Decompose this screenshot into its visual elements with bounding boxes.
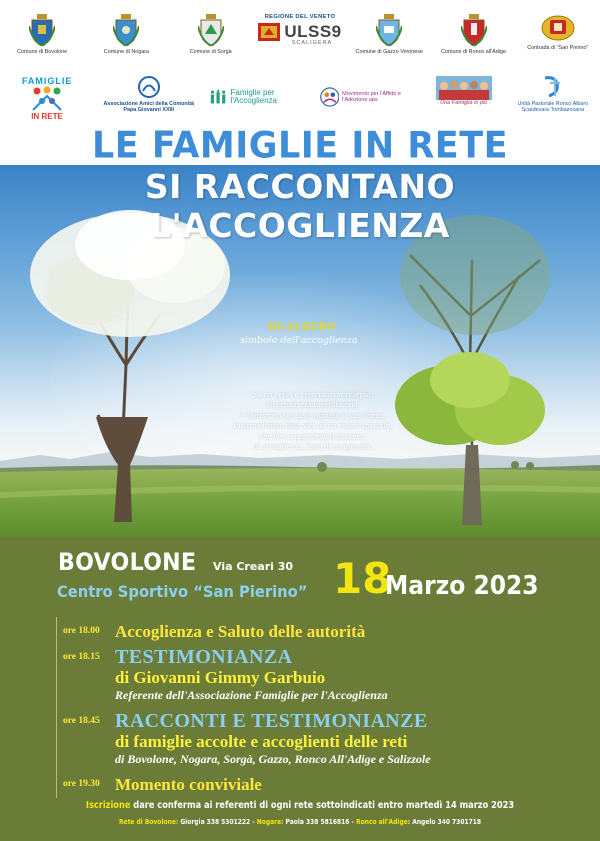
event-city: BOVOLONE — [58, 548, 197, 576]
crest-icon — [198, 14, 224, 46]
contact-place: Rete di Bovolone: — [118, 818, 179, 826]
schedule-title: RACCONTI E TESTIMONIANZE — [115, 710, 428, 732]
logo-caption: Unità Pastorale Ronco Albaro Scardevara Tombazosana — [517, 101, 589, 114]
contact-place: Nogara: — [256, 818, 284, 826]
logo-caption: Comune di Bovolone — [17, 49, 68, 55]
schedule-subtitle: di famiglie accolte e accoglienti delle reti — [115, 732, 408, 751]
sponsor-row-municipalities — [0, 14, 600, 70]
poem-line: e fioriscono per dare ognuno il suo frutto. — [240, 409, 385, 420]
famiglie-logo-title: FAMIGLIE — [21, 76, 73, 86]
crest-icon — [461, 14, 487, 46]
poem-line: In primavera inverdiscono — [267, 399, 358, 410]
bi-albero-subtitle: simbolo dell'accoglienza — [240, 335, 358, 346]
event-month-year: Marzo 2023 — [385, 571, 539, 601]
sponsor-header — [0, 0, 600, 135]
event-schedule — [56, 617, 556, 798]
logo-caption: Comune di Nogara — [103, 49, 150, 55]
una-famiglia-text: Una Famiglia in più — [440, 100, 488, 106]
registration-text: dare conferma ai referenti di ogni rete sottoindicati entro — [130, 800, 406, 811]
logo-apg23 — [101, 76, 196, 113]
schedule-detail: di Bovolone, Nogara, Sorgà, Gazzo, Ronco All'Adige e Salizzole — [115, 752, 431, 766]
crest-icon — [113, 14, 139, 46]
famiglie-logo-sub: IN RETE — [31, 112, 63, 121]
logo-contrada-san-pierino — [518, 14, 598, 51]
logo-ulss9 — [255, 14, 345, 46]
event-day: 18 — [333, 554, 392, 603]
registration-label: Iscrizione — [85, 800, 131, 811]
schedule-title: Accoglienza e Saluto delle autorità — [115, 622, 366, 641]
logo-una-famiglia-in-piu — [429, 76, 499, 106]
registration-deadline: martedì 14 marzo 2023 — [405, 800, 515, 811]
poem-line: Su un gelso è cresciuto un ciliegio. — [252, 389, 373, 399]
fpa-logo-text: Famiglie per l'Accoglienza — [230, 87, 277, 105]
schedule-title: TESTIMONIANZA — [115, 646, 293, 668]
contact-person: Paola 338 5816816 - — [283, 818, 357, 826]
schedule-time: ore 18.45 — [63, 716, 100, 726]
una-famiglia-logo — [436, 76, 492, 100]
logo-caption: Comune di Gazzo Veronese — [355, 49, 423, 55]
schedule-time: ore 18.15 — [63, 652, 100, 662]
affido-logo-text: Movimento per l'Affido e l'Adozione aps — [342, 90, 401, 103]
logo-caption: Contrada di "San Pierino" — [527, 45, 589, 51]
logo-famiglie-in-rete — [7, 76, 87, 121]
event-venue: Centro Sportivo “San Pierino” — [57, 582, 308, 601]
contact-place: Ronco all'Adige — [356, 818, 408, 826]
schedule-title: Momento conviviale — [115, 775, 262, 794]
logo-caption: Associazione Amici della Comunità Papa Giovanni XXIII — [103, 101, 195, 114]
logo-famiglie-per-accoglienza — [210, 88, 305, 106]
famiglie-in-rete-logo — [30, 86, 64, 112]
fpa-logo — [210, 88, 226, 106]
crest-icon — [29, 14, 55, 46]
schedule-detail: Referente dell'Associazione Famiglie per l'Accoglienza — [115, 688, 388, 702]
contact-person: Giorgia 338 5301222 - — [178, 818, 257, 826]
up-logo — [541, 76, 565, 98]
ulss-logo — [258, 23, 280, 41]
bi-albero-label: BI-ALBERO — [268, 322, 336, 333]
ulss-region-label: REGIONE DEL VENETO — [264, 14, 336, 20]
logo-comune-gazzo — [349, 14, 429, 55]
title-line-1: LE FAMIGLIE IN RETE — [91, 125, 509, 167]
logo-comune-nogara — [86, 14, 166, 55]
logo-comune-ronco — [434, 14, 514, 55]
crest-icon — [376, 14, 402, 46]
ulss-name: ULSS9 — [284, 22, 342, 41]
registration-note — [36, 800, 564, 811]
poem — [205, 389, 420, 451]
poem-line: che ben rappresenta il concetto — [259, 430, 366, 441]
contact-person: : Angelo 340 7301718 — [407, 818, 482, 826]
logo-comune-bovolone — [2, 14, 82, 55]
crest-icon — [541, 14, 575, 42]
ulss-sub-label: SCALIGERA — [291, 40, 333, 46]
title-line-2: SI RACCONTANO L'ACCOGLIENZA — [144, 167, 456, 245]
logo-movimento-affido — [320, 84, 415, 110]
schedule-time: ore 18.00 — [63, 626, 100, 636]
poem-line: di accoglienza, fatto di reciprocità. — [252, 441, 373, 452]
poem-line: Insieme hanno dato vita ad un essere speciale, — [233, 420, 392, 431]
logo-comune-sorga — [171, 14, 251, 55]
event-street: Via Creari 30 — [213, 560, 294, 573]
affido-logo — [320, 84, 340, 110]
contacts-line — [45, 818, 555, 826]
apg23-logo — [135, 76, 163, 98]
schedule-time: ore 19.30 — [63, 779, 100, 789]
logo-caption: Comune di Sorgà — [189, 49, 232, 55]
schedule-subtitle: di Giovanni Gimmy Garbuio — [115, 668, 326, 687]
logo-caption: Comune di Ronco all'Adige — [441, 49, 506, 55]
logo-unita-pastorale — [513, 76, 593, 113]
